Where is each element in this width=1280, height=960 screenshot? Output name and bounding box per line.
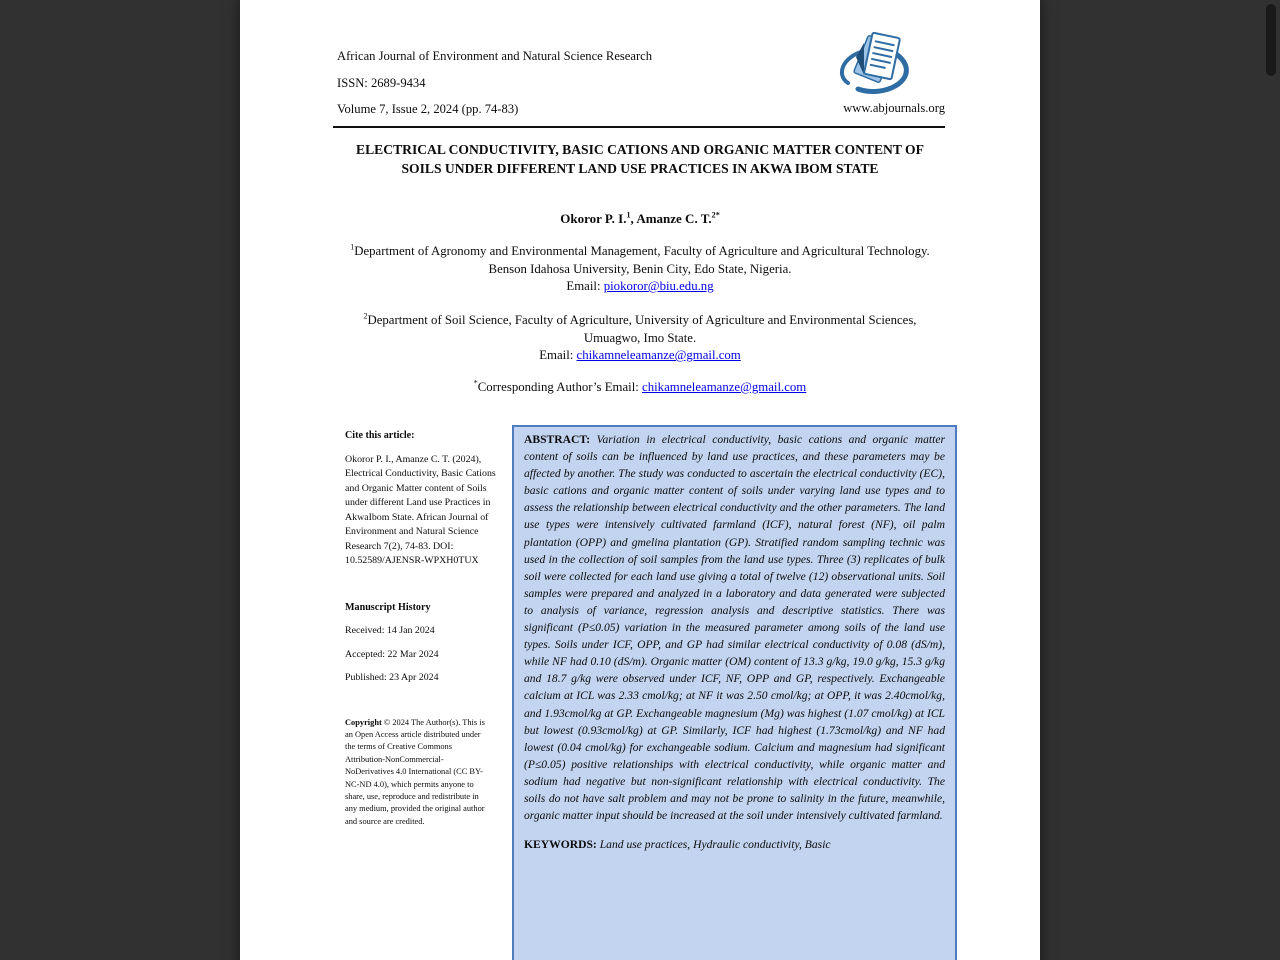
- copyright-label: Copyright: [345, 717, 382, 727]
- cite-heading: Cite this article:: [345, 430, 415, 441]
- corresponding-email-link[interactable]: chikamneleamanze@gmail.com: [642, 380, 807, 394]
- keywords-paragraph: [524, 836, 945, 853]
- affiliation-2-superscript: 2: [363, 311, 368, 321]
- received-date: Received: 14 Jan 2024: [345, 625, 435, 636]
- journal-name: African Journal of Environment and Natural Science Research: [337, 49, 653, 63]
- manuscript-history-heading: Manuscript History: [345, 601, 431, 613]
- article-meta-sidebar: [345, 429, 498, 828]
- journal-volume: Volume 7, Issue 2, 2024 (pp. 74-83): [337, 102, 519, 116]
- author-2-name: Amanze C. T.: [636, 211, 712, 226]
- author-1-name: Okoror P. I.: [560, 211, 627, 226]
- affiliation-1: [345, 243, 935, 296]
- copyright-text: © 2024 The Author(s). This is an Open Access article distributed under the terms of Creative Commons Attribution-NonCommercial-NoDerivatives 4.0 International (CC BY-NC-ND 4.0), which permits anyone to share, use, reproduce and redistribute in any medium, provided the original author and source are credited.: [345, 717, 485, 826]
- affiliation-1-email-link[interactable]: piokoror@biu.edu.ng: [603, 279, 714, 294]
- abstract-label: ABSTRACT:: [524, 433, 597, 446]
- header-divider: [333, 126, 945, 128]
- viewer-scrollbar-thumb[interactable]: [1266, 4, 1276, 76]
- authors-separator: ,: [630, 211, 637, 226]
- corresponding-author-line: [340, 380, 940, 395]
- corresponding-label: Corresponding Author’s Email:: [477, 380, 643, 394]
- affiliation-2-email-link[interactable]: chikamneleamanze@gmail.com: [576, 348, 741, 363]
- keywords-text: Land use practices, Hydraulic conductivity, Basic: [599, 838, 831, 852]
- keywords-label: KEYWORDS:: [524, 838, 600, 852]
- accepted-date: Accepted: 22 Mar 2024: [345, 648, 439, 660]
- author-2-superscript: 2*: [711, 210, 720, 220]
- affiliation-1-email-label: Email:: [566, 279, 604, 294]
- journal-issn: ISSN: 2689-9434: [337, 76, 426, 90]
- affiliation-1-superscript: 1: [350, 242, 355, 252]
- copyright-notice: [345, 717, 487, 829]
- journal-website: www.abjournals.org: [843, 101, 945, 115]
- abjournals-logo-icon: [834, 31, 914, 99]
- published-date: Published: 23 Apr 2024: [345, 672, 439, 683]
- abstract-text: Variation in electrical conductivity, basic cations and organic matter content of soils can be influenced by land use practices, and these parameters may be affected by another. The study was conducted to ascertain the electrical conductivity (EC), basic cations and organic matter content of soils under varying land use types and to assess the relationship between electrical conductivity and the other parameters. The land use types were intensively cultivated farmland (ICF), natural forest (NF), oil palm plantation (OPP) and gmelina plantation (GP). Stratified random sampling technic was used in the collection of soil samples from the land use types. Three (3) replicates of bulk soil were collected for each land use giving a total of twelve (12) observational units. Soil samples were prepared and analyzed in a laboratory and data generated were subjected to analysis of variance, regression analysis and descriptive statistics. There was significant (P≤0.05) variation in the measured parameter among soils of the land use types. Soils under ICF, OPP, and GP had similar electrical conductivity of 0.08 (dS/m), while NF had 0.10 (dS/m). Organic matter (OM) content of 13.3 g/kg, 19.0 g/kg, 15.3 g/kg and 18.7 g/kg were observed under ICF, NF, OPP and GP, respectively. Exchangeable calcium at ICL was 2.33 cmol/kg; at NF it was 2.50 cmol/kg; at OPP, it was 2.40cmol/kg, and 1.93cmol/kg at GP. Exchangeable magnesium (Mg) was highest (1.07 cmol/kg) at ICL but lowest (0.93cmol/kg) at GP. Similarly, ICF had highest (1.73cmol/kg) and NF had lowest (0.04 cmol/kg) for exchangeable sodium. Calcium and magnesium had significant (P≤0.05) positive relationships with electrical conductivity, while organic matter and sodium had negative but non-significant relationship with electrical conductivity. The soils do not have salt problem and may not be prone to salinity in the future, meanwhile, organic matter input should be increased at the soil under intensively cultivated farmland.: [524, 433, 945, 823]
- affiliation-2: [345, 312, 935, 365]
- abstract-box: [512, 425, 957, 960]
- citation-text: Okoror P. I., Amanze C. T. (2024), Electrical Conductivity, Basic Cations and Organic Matter content of Soils under different Land use Practices in AkwaIbom State. African Journal of Environment and Natural Science Research 7(2), 74-83. DOI: 10.52589/AJENSR-WPXH0TUX: [345, 453, 496, 566]
- abstract-paragraph: [524, 431, 945, 824]
- authors-line: [340, 211, 940, 227]
- affiliation-1-text: Department of Agronomy and Environmental Management, Faculty of Agriculture and Agricultural Technology. Benson Idahosa University, Benin City, Edo State, Nigeria.: [354, 244, 930, 276]
- affiliation-2-text: Department of Soil Science, Faculty of Agriculture, University of Agriculture and Environmental Sciences, Umuagwo, Imo State.: [367, 313, 917, 345]
- pdf-page: [240, 0, 1040, 960]
- affiliation-2-email-label: Email:: [539, 348, 577, 363]
- corresponding-superscript: *: [473, 378, 478, 388]
- article-title: ELECTRICAL CONDUCTIVITY, BASIC CATIONS AND ORGANIC MATTER CONTENT OF SOILS UNDER DIFFERENT LAND USE PRACTICES IN AKWA IBOM STATE: [356, 142, 924, 176]
- author-1-superscript: 1: [626, 210, 631, 220]
